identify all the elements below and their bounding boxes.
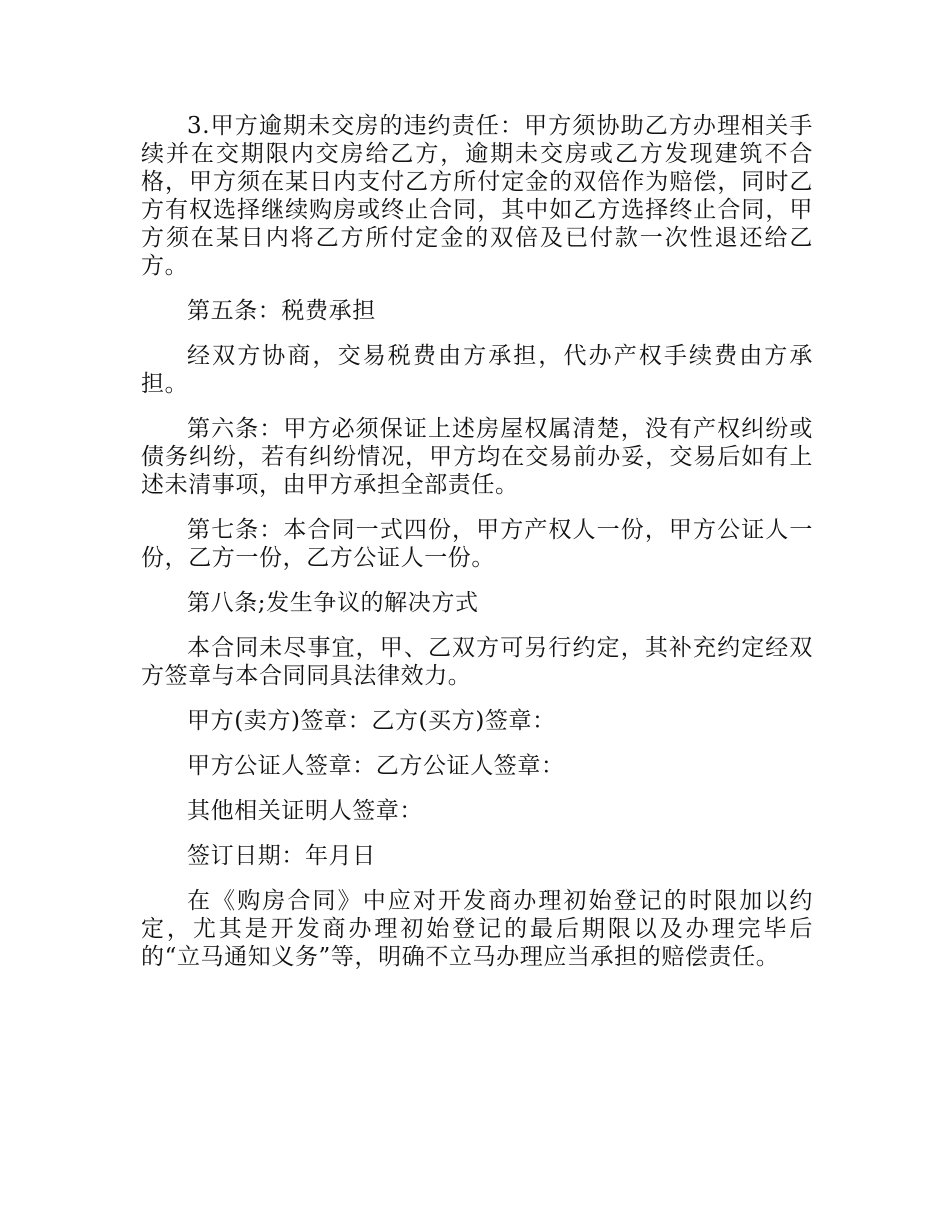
- signature-line-parties: 甲方(卖方)签章：乙方(买方)签章：: [187, 708, 556, 734]
- signing-date: 签订日期：年月日: [187, 843, 376, 869]
- signature-line-witnesses: 其他相关证明人签章：: [187, 798, 423, 824]
- paragraph-supplementary: 本合同未尽事宜，甲、乙双方可另行约定，其补充约定经双方签章与本合同同具法律效力。: [141, 635, 813, 689]
- paragraph-article-7: 第七条：本合同一式四份，甲方产权人一份，甲方公证人一份，乙方一份，乙方公证人一份。: [141, 517, 813, 571]
- paragraph-registration-note: 在《购房合同》中应对开发商办理初始登记的时限加以约定，尤其是开发商办理初始登记的最后期限以及办理完毕后的“立马通知义务”等，明确不立马办理应当承担的赔偿责任。: [141, 888, 813, 970]
- heading-article-5: 第五条：税费承担: [187, 298, 376, 324]
- heading-article-8: 第八条;发生争议的解决方式: [187, 590, 479, 616]
- paragraph-tax-burden: 经双方协商，交易税费由方承担，代办产权手续费由方承担。: [141, 343, 813, 397]
- paragraph-article-6: 第六条：甲方必须保证上述房屋权属清楚，没有产权纠纷或债务纠纷，若有纠纷情况，甲方均在交易前办妥，交易后如有上述未清事项，由甲方承担全部责任。: [141, 416, 813, 498]
- paragraph-breach-liability: 3.甲方逾期未交房的违约责任：甲方须协助乙方办理相关手续并在交期限内交房给乙方，逾期未交房或乙方发现建筑不合格，甲方须在某日内支付乙方所付定金的双倍作为赔偿，同时乙方有权选择继续购房或终止合同，其中如乙方选择终止合同，甲方须在某日内将乙方所付定金的双倍及已付款一次性退还给乙方。: [141, 113, 813, 279]
- document-page: [141, 112, 813, 988]
- signature-line-notaries: 甲方公证人签章：乙方公证人签章：: [187, 753, 565, 779]
